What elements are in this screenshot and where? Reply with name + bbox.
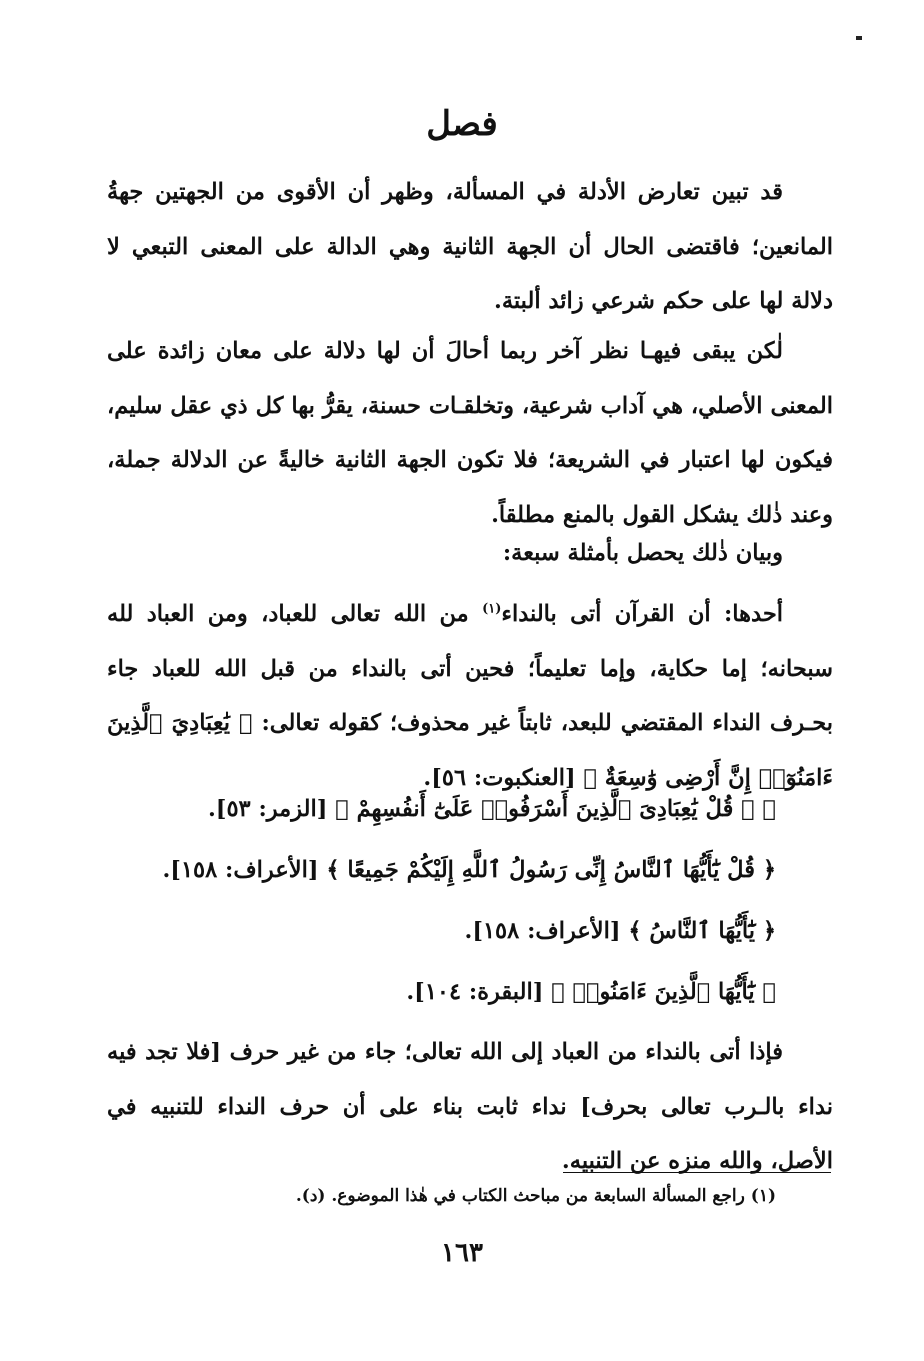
verse-text: ﴿ قُلْ يَٰٓأَيُّهَا ٱلنَّاسُ إِنِّى رَسُولُ ٱللَّهِ إِلَيْكُمْ جَمِيعًا ﴾ [326,857,776,883]
paragraph-4-part-2: من الله تعالى للعباد، ومن العباد لله سبحانه؛ إما حكاية، وإما تعليماً؛ فحين أتى بالنداء من قبل الله للعباد جاء بحـرف النداء المقتضي للبعد، ثابتاً غير محذوف؛ كقوله تعالى: [107,601,833,736]
verse-line-2 [162,855,776,887]
example-lead-word: أحدها: [724,601,783,627]
verse-text: ﴿ يَٰٓأَيُّهَا ٱلَّذِينَ ءَامَنُوا۟ ﴾ [551,979,776,1005]
section-title: فصل [426,104,498,144]
quran-verse-inline: ﴿ يَٰعِبَادِيَ ٱلَّذِينَ ءَامَنُوٓا۟ إِنَّ أَرْضِى وَٰسِعَةٌ ﴾ [107,710,833,791]
verse-reference: [الزمر: ٥٣]. [207,796,328,822]
verse-reference: [الأعراف: ١٥٨]. [464,918,621,944]
verse-reference: [البقرة: ١٠٤]. [406,979,544,1005]
paragraph-4 [107,587,833,805]
footnote-divider [563,1172,831,1173]
paragraph-3 [107,526,833,581]
verse-reference: [الأعراف: ١٥٨]. [162,857,319,883]
paragraph-5 [107,1025,833,1189]
footnote-reference-mark: (١) [482,601,502,617]
verse-line-1 [208,794,776,826]
paragraph-4-text [107,587,833,805]
paragraph-2-text: لٰكن يبقى فيهـا نظر آخر ربما أحالَ أن لها دلالة على معان زائدة على المعنى الأصلي، هي آداب شرعية، وتخلقـات حسنة، يقرُّ بها كل ذي عقل سليم، فيكون لها اعتبار في الشريعة؛ فلا تكون الجهة الثانية خاليةً عن الدلالة جملة، وعند ذٰلك يشكل القول بالمنع مطلقاً. [107,338,833,528]
verse-text: ﴿ يَٰٓأَيُّهَا ٱلنَّاسُ ﴾ [628,918,776,944]
footnote: (١) راجع المسألة السابعة من مباحث الكتاب في هٰذا الموضوع. (د). [295,1186,776,1206]
paragraph-2 [107,324,833,542]
paragraph-5-text: فإذا أتى بالنداء من العباد إلى الله تعالى؛ جاء من غير حرف [فلا تجد فيه نداء بالـرب تعالى بحرف] نداء ثابت بناء على أن حرف النداء للتنبيه في الأصل، والله منزه عن التنبيه. [107,1039,833,1174]
paragraph-1 [107,165,833,329]
scan-mark [856,36,862,40]
page-number: ١٦٣ [441,1238,483,1268]
verse-line-3 [464,916,776,948]
paragraph-3-text: وبيان ذٰلك يحصل بأمثلة سبعة: [502,540,783,566]
verse-text: ﴿ ۞ قُلْ يَٰعِبَادِىَ ٱلَّذِينَ أَسْرَفُوا۟ عَلَىٰٓ أَنفُسِهِمْ ﴾ [335,796,776,822]
verse-line-4 [406,977,776,1009]
paragraph-4-part-1: أن القرآن أتى بالنداء [501,601,711,627]
paragraph-1-text: قد تبين تعارض الأدلة في المسألة، وظهر أن الأقوى من الجهتين جهةُ المانعين؛ فاقتضى الحال أن الجهة الثانية وهي الدالة على المعنى التبعي لا دلالة لها على حكم شرعي زائد ألبتة. [107,179,833,314]
verse-reference-inline: [العنكبوت: ٥٦]. [423,764,576,791]
